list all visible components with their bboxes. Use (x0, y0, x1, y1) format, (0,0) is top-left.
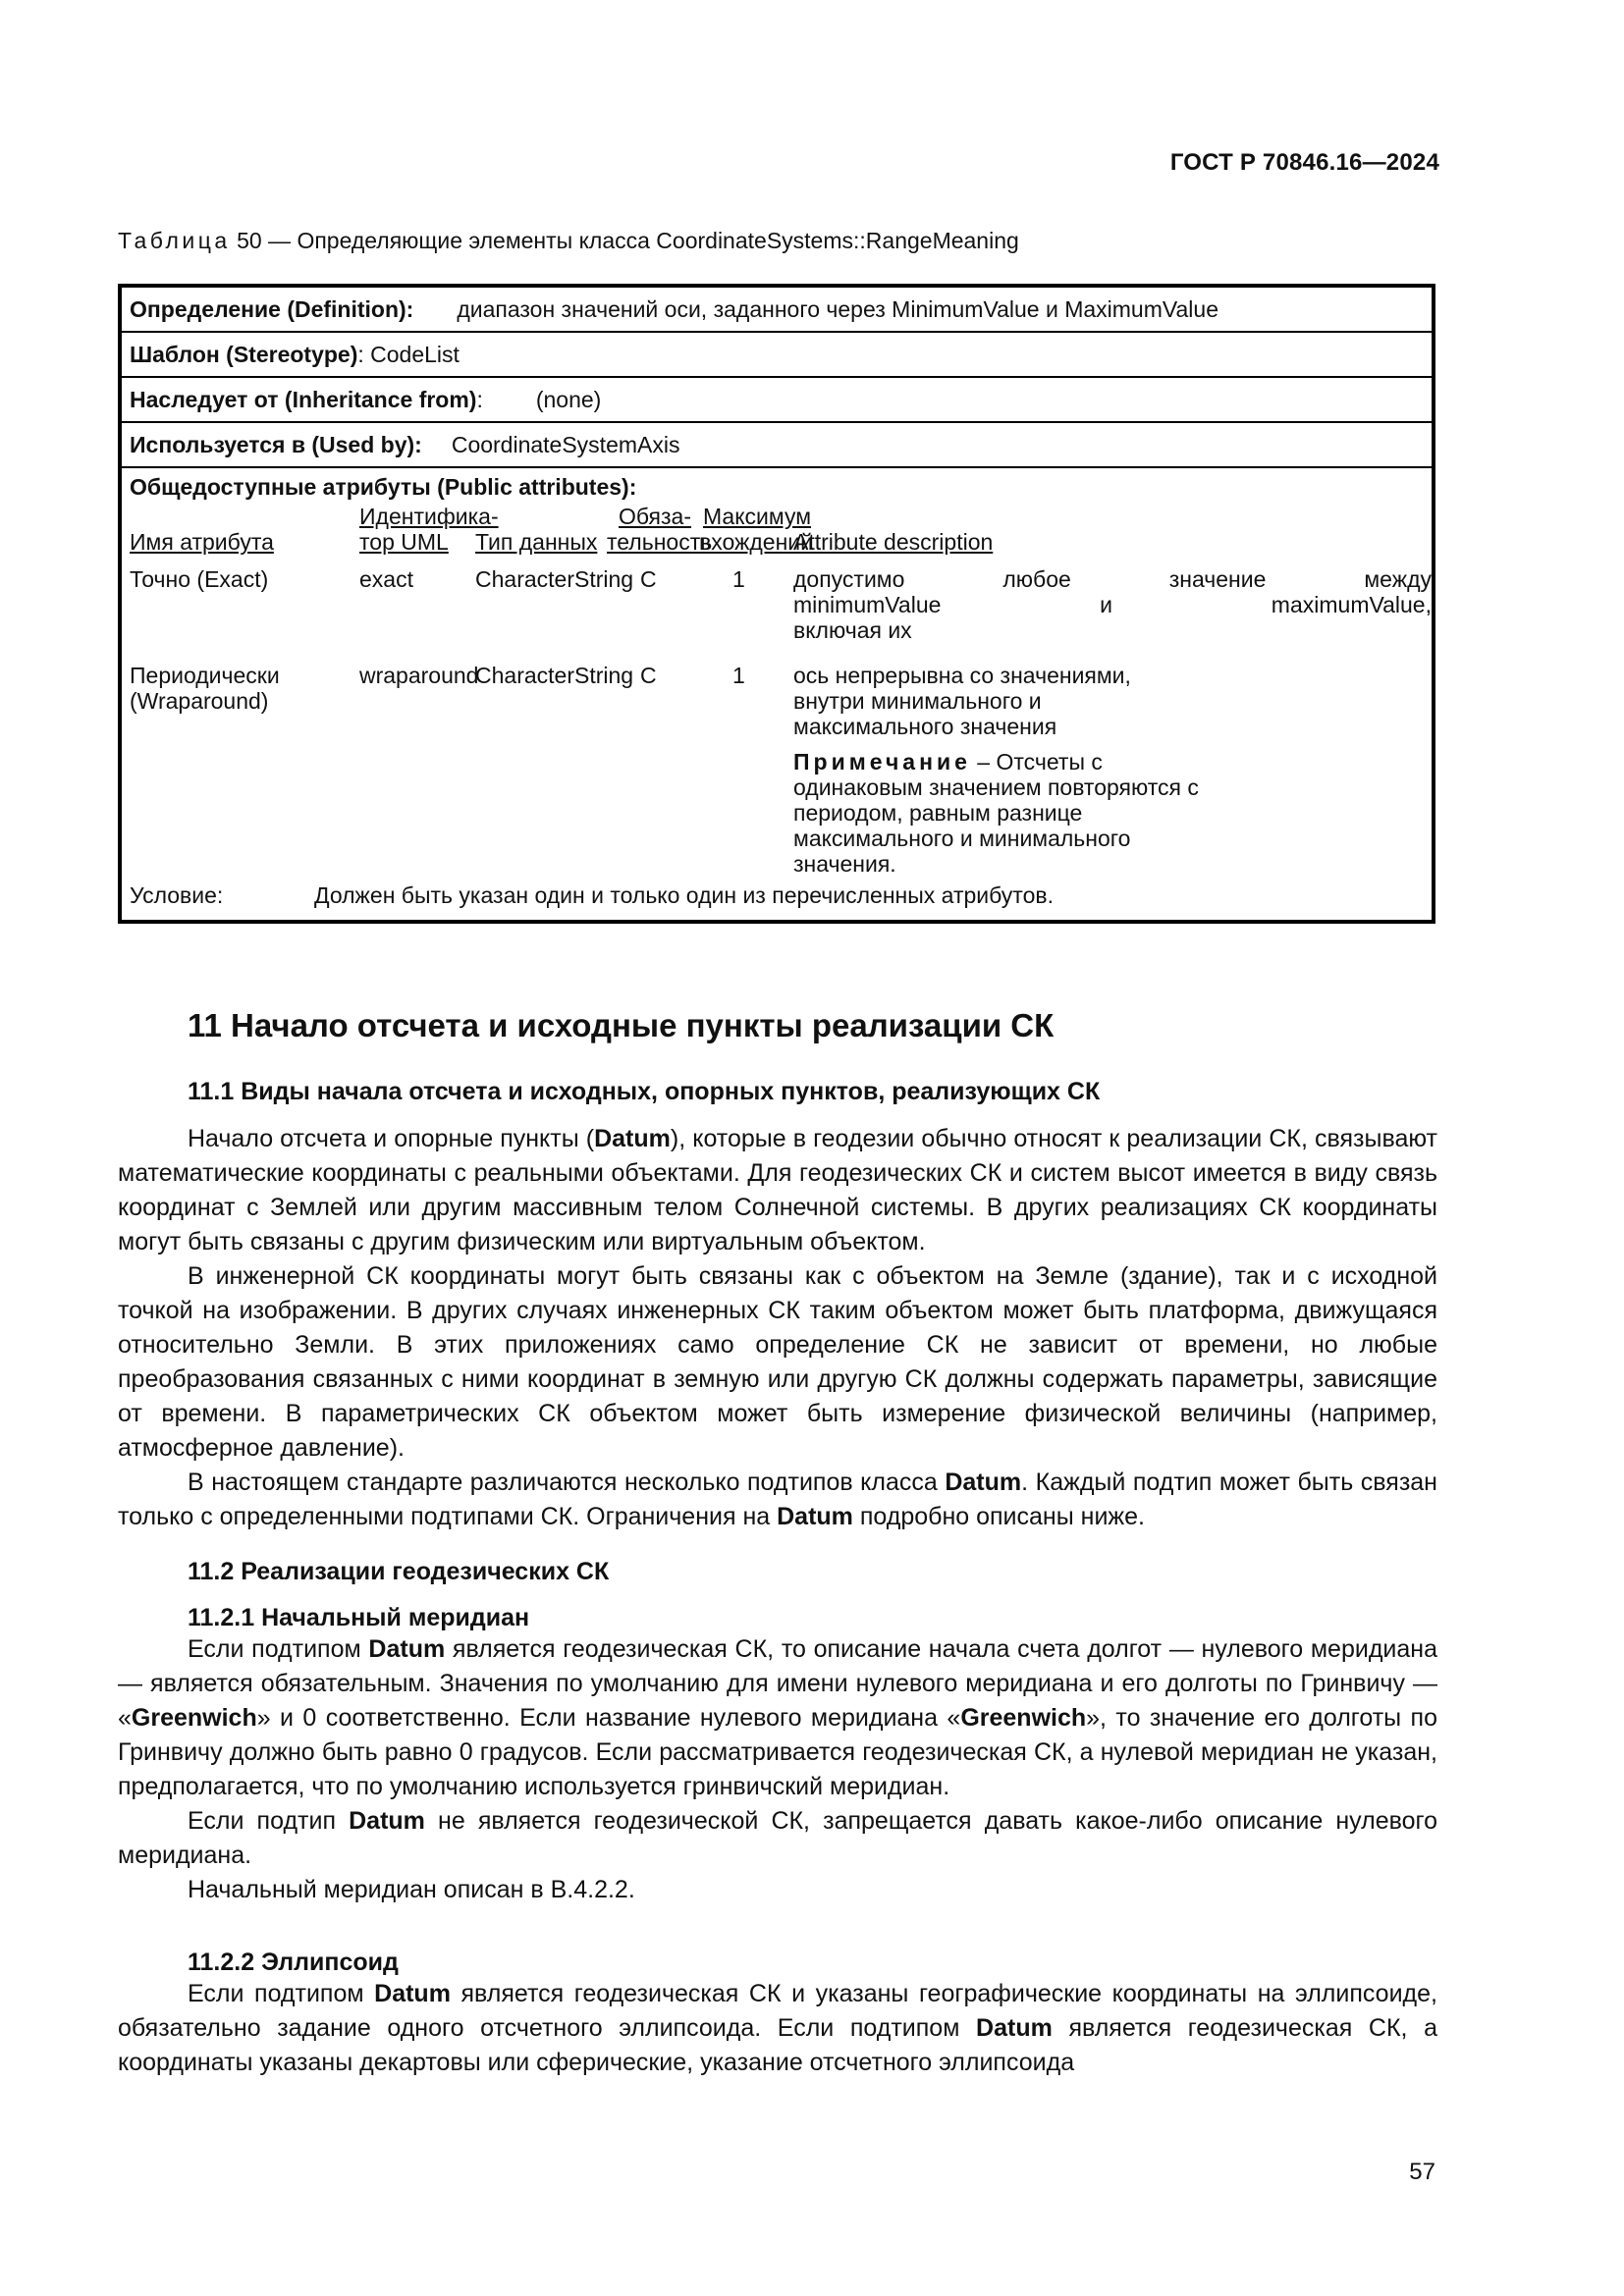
attr-row-2-uml: wraparound (359, 663, 479, 688)
table-caption (118, 228, 1019, 254)
table-caption-text: 50 — Определяющие элементы класса CoordinateSystems::RangeMeaning (237, 228, 1019, 253)
section-11-2-2-heading: 11.2.2 Эллипсоид (188, 1949, 399, 1976)
attr-row-2-desc-2: внутри минимального и (793, 688, 1042, 714)
p3-part-1: В настоящем стандарте различаются несколько подтипов класса (188, 1468, 946, 1496)
definition-value: диапазон значений оси, заданного через MinimumValue и MaximumValue (457, 295, 1218, 322)
definition-table (118, 284, 1435, 924)
attr-row-1-uml: exact (359, 566, 413, 592)
attr-row-2-note-line-1 (793, 749, 1103, 775)
col-header-oblig-2: тельность (607, 529, 713, 555)
p4-part-4: », то значение его долготы по Гринвичу должно быть равно 0 градусов. Если рассматривается геодезическая СК, а нулевой меридиан не указан, предполагается, что по умолчанию используется гринвичский меридиан. (118, 1704, 1437, 1800)
attr-row-1-desc-1: допустимо любое значение между (793, 566, 1432, 592)
definition-label: Определение (Definition): (130, 295, 414, 322)
table-caption-prefix: Таблица (118, 228, 231, 253)
paragraph-7 (118, 1977, 1437, 2080)
section-11-2-1-heading: 11.2.1 Начальный меридиан (188, 1604, 530, 1631)
p3-datum-1: Datum (945, 1468, 1022, 1496)
paragraph-3 (118, 1466, 1437, 1534)
p1-datum: Datum (594, 1125, 671, 1152)
attr-row-2-note-label: Примечание (793, 749, 971, 774)
col-header-oblig-1: Обяза- (619, 504, 692, 529)
condition-value: Должен быть указан один и только один из перечисленных атрибутов. (314, 882, 1054, 908)
attr-row-2-desc-1: ось непрерывна со значениями, (793, 663, 1131, 688)
col-header-uml-1: Идентифика- (359, 504, 499, 529)
condition-label: Условие: (130, 882, 224, 908)
p3-datum-2: Datum (777, 1503, 853, 1530)
p4-greenwich-1: Greenwich (131, 1704, 257, 1732)
attr-row-2-note-5: значения. (793, 851, 896, 877)
public-attributes-label: Общедоступные атрибуты (Public attributes): (130, 474, 637, 500)
attr-row-2-type: CharacterString (475, 663, 634, 688)
attr-row-2-name-2: (Wraparound) (130, 688, 269, 714)
p1-part-2: ), которые в геодезии обычно относят к реализации СК, связывают математические координаты с реальными объектами. Для геодезических СК и систем высот имеется в виду связь координат с Землей или другим массивным телом Солнечной системы. В других реализациях СК координаты могут быть связаны с другим физическим или виртуальным объектом. (118, 1125, 1438, 1255)
paragraph-1 (118, 1122, 1437, 1259)
stereotype-row (122, 333, 1432, 378)
p7-part-3: является геодезическая СК, а координаты указаны декартовы или сферические, указание отсчетного эллипсоида (118, 2014, 1437, 2076)
usedby-label: Используется в (Used by): (130, 431, 422, 457)
paragraph-5 (118, 1804, 1437, 1873)
attr-row-1-name: Точно (Exact) (130, 566, 269, 592)
p5-part-1: Если подтип (188, 1807, 350, 1835)
inheritance-value: (none) (535, 386, 602, 412)
col-header-uml-2: тор UML (359, 529, 449, 555)
attr-row-2-note-1: – Отсчеты с (970, 749, 1103, 774)
attr-row-2-oblig: C (640, 663, 657, 688)
attr-row-2-note-2: одинаковым значением повторяются с (793, 774, 1199, 800)
section-11-1-heading: 11.1 Виды начала отсчета и исходных, опорных пунктов, реализующих СК (188, 1078, 1101, 1105)
usedby-value: CoordinateSystemAxis (451, 431, 680, 457)
col-header-max-2: вхождений (699, 529, 813, 555)
attr-row-1-desc-3: включая их (793, 617, 912, 643)
p4-greenwich-2: Greenwich (960, 1704, 1087, 1732)
attr-row-1-max: 1 (732, 566, 745, 592)
attr-row-1-type: CharacterString (475, 566, 634, 592)
usedby-row (122, 423, 1432, 468)
p4-part-3: » и 0 соответственно. Если название нулевого меридиана « (256, 1704, 961, 1732)
body-text-block-1 (118, 1122, 1437, 1534)
col-header-type: Тип данных (475, 529, 598, 555)
stereotype-label: Шаблон (Stereotype) (130, 341, 358, 367)
attr-row-1-oblig: C (640, 566, 657, 592)
p7-datum-2: Datum (976, 2014, 1053, 2042)
body-text-block-2 (118, 1632, 1437, 1907)
attr-row-1-desc-2: minimumValue и maximumValue, (793, 592, 1432, 617)
p7-datum-1: Datum (374, 1980, 451, 2007)
inheritance-row (122, 378, 1432, 423)
section-11-2-heading: 11.2 Реализации геодезических СК (188, 1558, 610, 1585)
p4-datum: Datum (368, 1635, 446, 1663)
public-attributes-block (122, 468, 1432, 920)
page-number: 57 (1409, 2159, 1435, 2185)
p3-part-3: подробно описаны ниже. (852, 1503, 1145, 1530)
attr-row-2-note-4: максимального и минимального (793, 826, 1131, 851)
p1-part-1: Начало отсчета и опорные пункты ( (188, 1125, 595, 1152)
col-header-desc: Attribute description (793, 529, 994, 555)
attr-row-2-note-3: периодом, равным разнице (793, 800, 1083, 826)
p7-part-1: Если подтипом (188, 1980, 375, 2007)
attr-row-2-name-1: Периодически (130, 663, 280, 688)
inheritance-label: Наследует от (Inheritance from) (130, 386, 477, 412)
col-header-name: Имя атрибута (130, 529, 274, 555)
attr-row-2-max: 1 (732, 663, 745, 688)
definition-row (122, 288, 1432, 333)
p7-part-2: является геодезическая СК и указаны географические координаты на эллипсоиде, обязательно задание одного отсчетного эллипсоида. Если подтипом (118, 1980, 1437, 2042)
paragraph-6: Начальный меридиан описан в В.4.2.2. (188, 1876, 635, 1903)
p5-part-2: не является геодезической СК, запрещается давать какое-либо описание нулевого меридиана. (118, 1807, 1437, 1869)
col-header-max-1: Максимум (703, 504, 812, 529)
section-11-heading: 11 Начало отсчета и исходные пункты реализации СК (188, 1007, 1055, 1043)
p4-part-2: является геодезическая СК, то описание начала счета долгот — нулевого меридиана — является обязательным. Значения по умолчанию для имени нулевого меридиана и его долготы по Гринвичу — « (118, 1635, 1437, 1732)
paragraph-4 (118, 1632, 1437, 1804)
standard-header: ГОСТ Р 70846.16—2024 (1169, 149, 1439, 176)
p4-part-1: Если подтипом (188, 1635, 369, 1663)
p3-part-2: . Каждый подтип может быть связан только с определенными подтипами СК. Ограничения на (118, 1468, 1437, 1530)
body-text-block-3 (118, 1977, 1437, 2080)
inheritance-colon: : (476, 386, 483, 412)
attr-row-2-desc-3: максимального значения (793, 714, 1057, 739)
p5-datum: Datum (349, 1807, 425, 1835)
stereotype-value: : CodeList (357, 341, 460, 367)
paragraph-2: В инженерной СК координаты могут быть связаны как с объектом на Земле (здание), так и с исходной точкой на изображении. В других случаях инженерных СК таким объектом может быть платформа, движущаяся относительно Земли. В этих приложениях само определение СК не зависит от времени, но любые преобразования связанных с ними координат в земную или другую СК должны содержать параметры, зависящие от времени. В параметрических СК объектом может быть измерение физической величины (например, атмосферное давление). (118, 1262, 1437, 1462)
